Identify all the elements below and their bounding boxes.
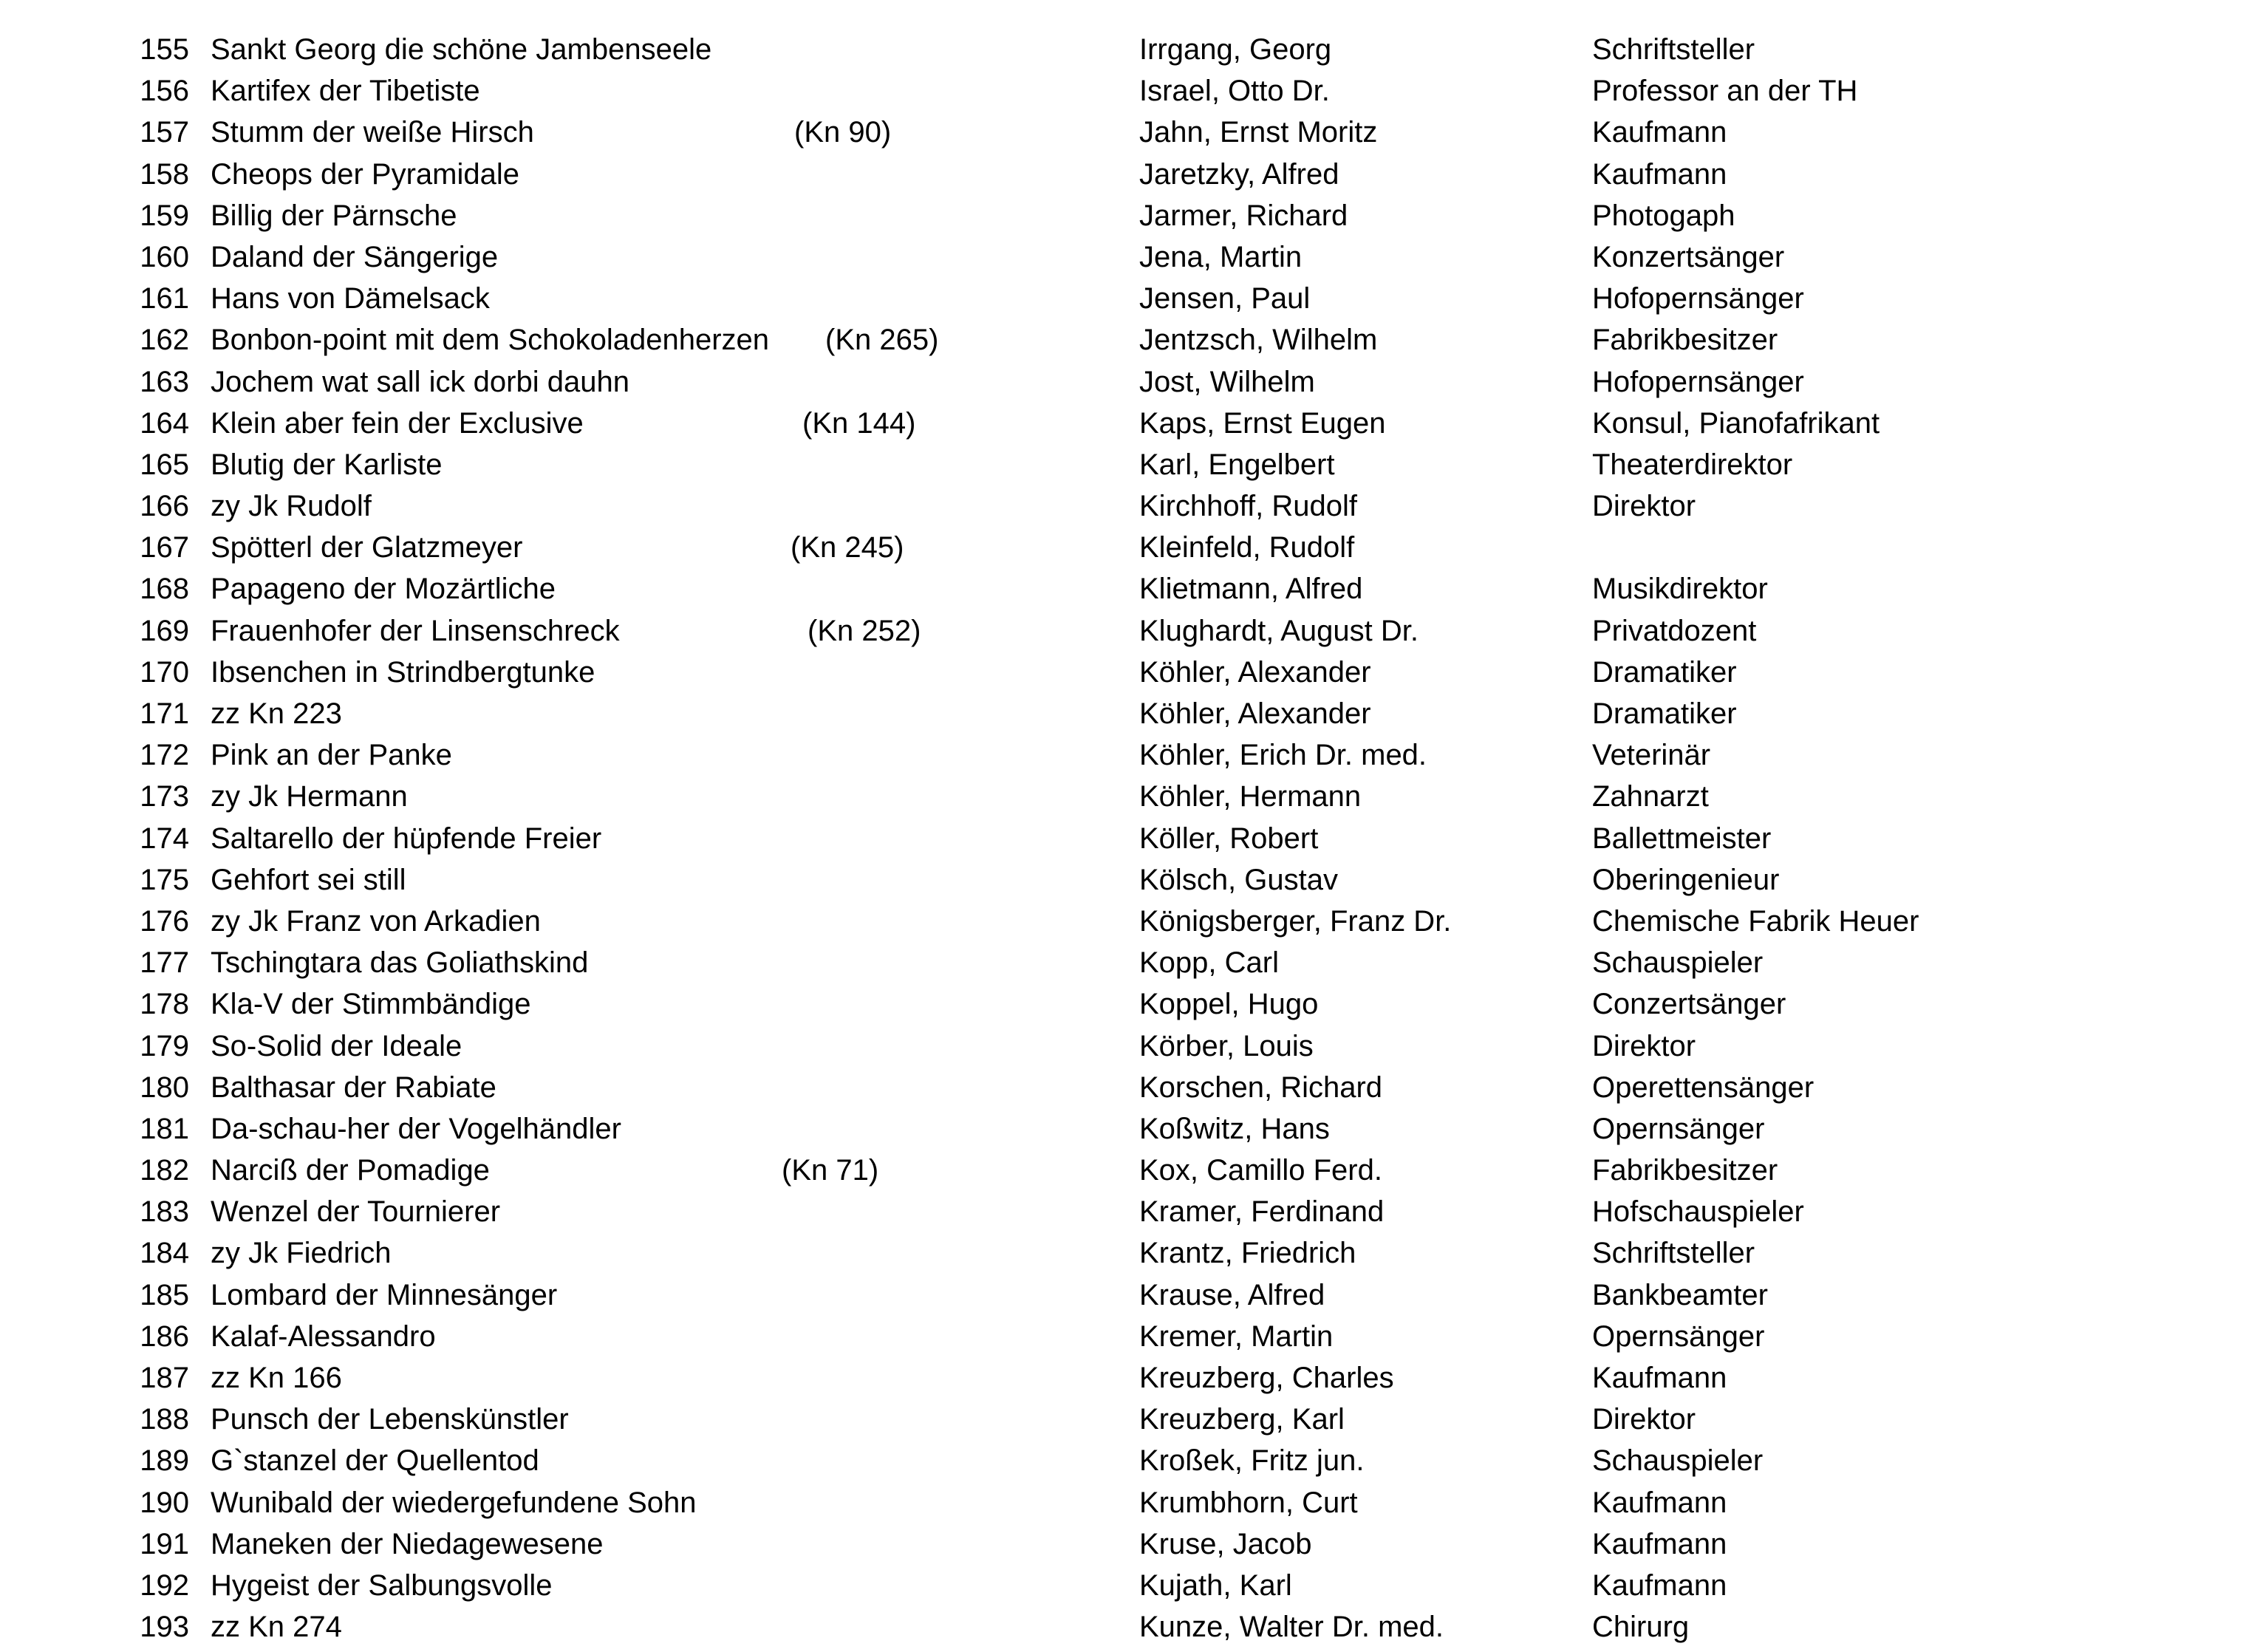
table-row [0,1154,2260,1195]
profession: Opernsänger [1592,1112,1765,1145]
nickname: Jochem wat sall ick dorbi dauhn [211,365,629,398]
nickname: G`stanzel der Quellentod [211,1444,539,1478]
member-name: Koßwitz, Hans [1139,1112,1330,1145]
profession: Bankbeamter [1592,1278,1768,1311]
profession: Chemische Fabrik Heuer [1592,904,1919,938]
table-row [0,1444,2260,1486]
entry-number: 178 [140,988,189,1021]
member-name: Irrgang, Georg [1139,33,1332,66]
member-name: Kleinfeld, Rudolf [1139,531,1355,564]
member-name: Krantz, Friedrich [1139,1237,1356,1270]
member-name: Königsberger, Franz Dr. [1139,904,1452,938]
entry-number: 163 [140,365,189,398]
member-name: Köller, Robert [1139,822,1319,855]
table-row [0,199,2260,241]
entry-number: 155 [140,33,189,66]
entry-number: 188 [140,1403,189,1436]
nickname: Klein aber fein der Exclusive [211,406,584,440]
member-name: Kreuzberg, Karl [1139,1403,1345,1436]
entry-number: 156 [140,75,189,108]
table-row [0,1237,2260,1278]
profession: Kaufmann [1592,1486,1727,1519]
table-row [0,1113,2260,1154]
entry-number: 193 [140,1611,189,1644]
table-row [0,573,2260,614]
profession: Kaufmann [1592,1527,1727,1560]
member-name: Korschen, Richard [1139,1071,1383,1104]
profession: Opernsänger [1592,1320,1765,1353]
nickname: Hans von Dämelsack [211,282,490,315]
member-name: Klietmann, Alfred [1139,573,1363,606]
profession: Theaterdirektor [1592,448,1793,481]
nickname: Sankt Georg die schöne Jambenseele [211,33,712,66]
entry-number: 182 [140,1154,189,1187]
profession: Hofopernsänger [1592,282,1804,315]
entry-number: 173 [140,780,189,813]
table-row [0,1279,2260,1320]
table-row [0,656,2260,697]
nickname: Kalaf-Alessandro [211,1320,436,1353]
table-row [0,1071,2260,1113]
table-row [0,1362,2260,1403]
table-row [0,905,2260,946]
table-row [0,822,2260,864]
entry-number: 187 [140,1362,189,1394]
entry-number: 165 [140,448,189,481]
table-row [0,988,2260,1029]
member-name: Köhler, Alexander [1139,697,1371,730]
nickname: Billig der Pärnsche [211,199,457,232]
member-name: Kramer, Ferdinand [1139,1195,1385,1229]
nickname: Frauenhofer der Linsenschreck [211,614,620,647]
profession: Direktor [1592,490,1696,523]
member-name: Klughardt, August Dr. [1139,614,1419,647]
profession: Operettensänger [1592,1071,1815,1104]
profession: Chirurg [1592,1611,1690,1644]
entry-number: 186 [140,1320,189,1353]
table-row [0,615,2260,656]
member-name: Jost, Wilhelm [1139,365,1315,398]
table-row [0,1403,2260,1444]
entry-number: 162 [140,324,189,357]
entry-number: 174 [140,822,189,855]
nickname: Spötterl der Glatzmeyer [211,531,523,564]
nickname: Blutig der Karliste [211,448,443,481]
kn-reference: (Kn 71) [782,1154,879,1187]
nickname: Gehfort sei still [211,863,406,896]
kn-reference: (Kn 90) [794,116,892,149]
entry-number: 192 [140,1569,189,1602]
profession: Zahnarzt [1592,780,1709,813]
entry-number: 164 [140,406,189,440]
profession: Professor an der TH [1592,75,1858,108]
profession: Kaufmann [1592,116,1727,149]
table-row [0,448,2260,490]
member-name: Kunze, Walter Dr. med. [1139,1611,1444,1644]
member-name: Jena, Martin [1139,240,1303,273]
profession: Schauspieler [1592,946,1764,980]
table-row [0,33,2260,75]
profession: Conzertsänger [1592,988,1786,1021]
table-row [0,241,2260,282]
profession: Kaufmann [1592,1569,1727,1602]
member-name: Krumbhorn, Curt [1139,1486,1358,1519]
nickname: Daland der Sängerige [211,240,499,273]
nickname: Pink an der Panke [211,739,452,772]
entry-number: 183 [140,1195,189,1229]
nickname: Balthasar der Rabiate [211,1071,496,1104]
nickname: So-Solid der Ideale [211,1029,462,1062]
member-name: Karl, Engelbert [1139,448,1335,481]
nickname: Stumm der weiße Hirsch [211,116,534,149]
nickname: zy Jk Franz von Arkadien [211,904,541,938]
kn-reference: (Kn 252) [808,614,921,647]
profession: Schriftsteller [1592,1237,1755,1270]
nickname: Ibsenchen in Strindbergtunke [211,655,595,689]
nickname: zy Jk Fiedrich [211,1237,392,1270]
nickname: Saltarello der hüpfende Freier [211,822,602,855]
member-name: Köhler, Alexander [1139,655,1371,689]
entry-number: 181 [140,1112,189,1145]
member-name: Jensen, Paul [1139,282,1311,315]
profession: Kaufmann [1592,157,1727,191]
nickname: Papageno der Mozärtliche [211,573,556,606]
profession: Fabrikbesitzer [1592,1154,1778,1187]
entry-number: 184 [140,1237,189,1270]
member-name: Köhler, Erich Dr. med. [1139,739,1427,772]
table-row [0,780,2260,822]
member-name: Kruse, Jacob [1139,1527,1312,1560]
table-row [0,490,2260,531]
nickname: Tschingtara das Goliathskind [211,946,589,980]
table-row [0,75,2260,116]
entry-number: 189 [140,1444,189,1478]
table-row [0,531,2260,573]
entry-number: 185 [140,1278,189,1311]
member-name: Jarmer, Richard [1139,199,1348,232]
member-name: Köhler, Hermann [1139,780,1362,813]
entry-number: 169 [140,614,189,647]
profession: Ballettmeister [1592,822,1772,855]
profession: Photogaph [1592,199,1735,232]
table-row [0,1569,2260,1611]
nickname: Kartifex der Tibetiste [211,75,480,108]
table-row [0,697,2260,739]
nickname: zy Jk Hermann [211,780,408,813]
nickname: Kla-V der Stimmbändige [211,988,531,1021]
table-row [0,282,2260,324]
member-name: Jahn, Ernst Moritz [1139,116,1378,149]
nickname: Bonbon-point mit dem Schokoladenherzen [211,324,770,357]
table-row [0,116,2260,157]
nickname: zz Kn 166 [211,1362,342,1394]
member-name: Jaretzky, Alfred [1139,157,1339,191]
table-row [0,1195,2260,1237]
nickname: Narciß der Pomadige [211,1154,490,1187]
nickname: Hygeist der Salbungsvolle [211,1569,553,1602]
table-row [0,158,2260,199]
entry-number: 191 [140,1527,189,1560]
entry-number: 175 [140,863,189,896]
profession: Dramatiker [1592,655,1737,689]
entry-number: 180 [140,1071,189,1104]
member-name: Kremer, Martin [1139,1320,1334,1353]
profession: Fabrikbesitzer [1592,324,1778,357]
member-name: Jentzsch, Wilhelm [1139,324,1378,357]
entry-number: 167 [140,531,189,564]
profession: Oberingenieur [1592,863,1780,896]
entry-number: 170 [140,655,189,689]
table-row [0,1487,2260,1528]
member-name: Kreuzberg, Charles [1139,1362,1394,1394]
kn-reference: (Kn 144) [802,406,916,440]
table-row [0,324,2260,365]
table-row [0,739,2260,780]
entry-number: 172 [140,739,189,772]
entry-number: 159 [140,199,189,232]
nickname: Wenzel der Tournierer [211,1195,501,1229]
kn-reference: (Kn 245) [791,531,904,564]
member-name: Kox, Camillo Ferd. [1139,1154,1382,1187]
profession: Dramatiker [1592,697,1737,730]
entry-number: 179 [140,1029,189,1062]
table-row [0,407,2260,448]
table-row [0,1030,2260,1071]
profession: Konsul, Pianofafrikant [1592,406,1880,440]
nickname: Da-schau-her der Vogelhändler [211,1112,621,1145]
member-name: Kujath, Karl [1139,1569,1292,1602]
table-row [0,1528,2260,1569]
entry-number: 160 [140,240,189,273]
member-list [0,33,2260,1652]
profession: Kaufmann [1592,1362,1727,1394]
member-name: Körber, Louis [1139,1029,1314,1062]
entry-number: 158 [140,157,189,191]
entry-number: 176 [140,904,189,938]
table-row [0,366,2260,407]
nickname: zz Kn 274 [211,1611,342,1644]
nickname: Punsch der Lebenskünstler [211,1403,569,1436]
profession: Konzertsänger [1592,240,1785,273]
member-name: Krause, Alfred [1139,1278,1325,1311]
nickname: zy Jk Rudolf [211,490,372,523]
table-row [0,864,2260,905]
member-name: Kroßek, Fritz jun. [1139,1444,1365,1478]
member-name: Kölsch, Gustav [1139,863,1339,896]
member-name: Israel, Otto Dr. [1139,75,1330,108]
table-row [0,1320,2260,1362]
profession: Schauspieler [1592,1444,1764,1478]
member-name: Kopp, Carl [1139,946,1279,980]
profession: Hofopernsänger [1592,365,1804,398]
entry-number: 157 [140,116,189,149]
entry-number: 171 [140,697,189,730]
kn-reference: (Kn 265) [825,324,939,357]
entry-number: 168 [140,573,189,606]
entry-number: 177 [140,946,189,980]
nickname: Wunibald der wiedergefundene Sohn [211,1486,697,1519]
entry-number: 166 [140,490,189,523]
profession: Direktor [1592,1403,1696,1436]
entry-number: 161 [140,282,189,315]
profession: Veterinär [1592,739,1711,772]
profession: Musikdirektor [1592,573,1768,606]
member-name: Kirchhoff, Rudolf [1139,490,1357,523]
profession: Privatdozent [1592,614,1757,647]
nickname: Maneken der Niedagewesene [211,1527,604,1560]
nickname: Cheops der Pyramidale [211,157,519,191]
profession: Schriftsteller [1592,33,1755,66]
entry-number: 190 [140,1486,189,1519]
nickname: Lombard der Minnesänger [211,1278,558,1311]
table-row [0,1611,2260,1652]
profession: Direktor [1592,1029,1696,1062]
table-row [0,946,2260,988]
member-name: Koppel, Hugo [1139,988,1319,1021]
profession: Hofschauspieler [1592,1195,1804,1229]
nickname: zz Kn 223 [211,697,342,730]
member-name: Kaps, Ernst Eugen [1139,406,1386,440]
